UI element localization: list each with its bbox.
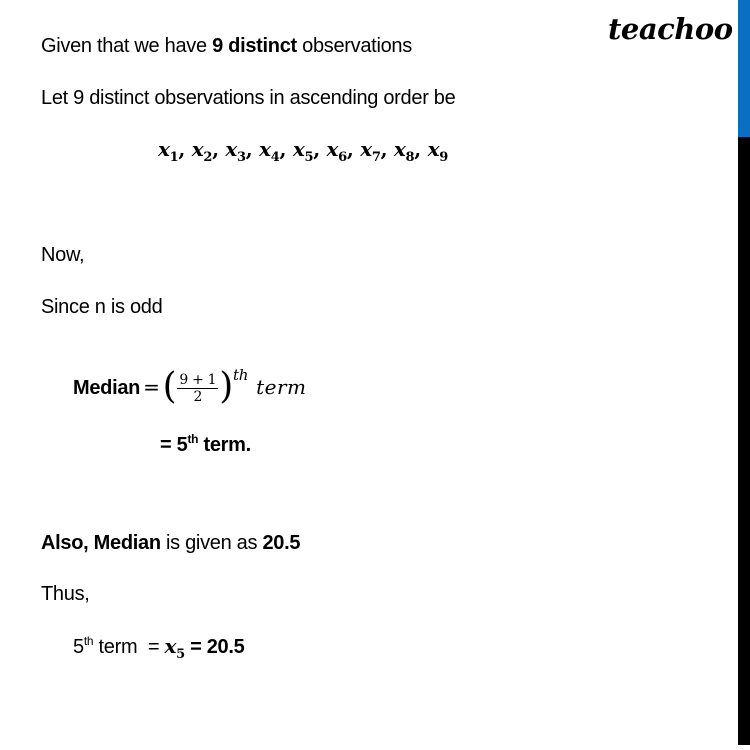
statement-n-odd: Since n is odd <box>41 296 163 318</box>
text-segment: term. <box>198 434 251 456</box>
teachoo-logo: teachoo <box>608 12 733 46</box>
separator: , <box>212 137 226 161</box>
text-segment: = <box>160 434 177 456</box>
variable-subscript: 8 <box>405 150 415 165</box>
emphasis-median: Also, Median <box>41 532 161 554</box>
variable-subscript: 5 <box>304 150 314 165</box>
sidebar-dark-bar <box>738 137 750 745</box>
variable-x: x <box>259 137 271 161</box>
observation-sequence <box>158 137 448 165</box>
ordinal-superscript: th <box>83 634 94 648</box>
variable-subscript: 3 <box>237 150 246 165</box>
separator: , <box>279 137 293 161</box>
separator: , <box>178 137 192 161</box>
variable-x: x <box>158 137 170 161</box>
variable-x: x <box>191 137 204 161</box>
variable-x: x <box>360 137 372 161</box>
text-segment: observations <box>296 35 412 57</box>
variable-x: x <box>326 137 339 161</box>
statement-given <box>41 34 412 58</box>
separator: , <box>380 137 394 161</box>
variable-subscript: 7 <box>371 150 381 165</box>
separator: , <box>313 137 327 161</box>
variable-x: x <box>393 137 406 161</box>
text-segment: is given as <box>160 532 263 554</box>
sidebar-accent-bar <box>738 0 750 137</box>
term-word: term <box>256 374 307 399</box>
statement-thus: Thus, <box>41 583 90 605</box>
variable-x: x <box>164 634 177 658</box>
variable-x: x <box>225 137 238 161</box>
emphasis-distinct: 9 distinct <box>212 35 297 57</box>
ordinal-superscript: th <box>187 432 199 446</box>
statement-now: Now, <box>41 244 85 266</box>
fraction-numerator: 9 + 1 <box>179 372 217 388</box>
ordinal-number: 5 <box>73 636 84 658</box>
variable-subscript: 4 <box>270 150 280 165</box>
conclusion <box>73 634 245 662</box>
fraction <box>177 372 218 405</box>
variable-subscript: 1 <box>169 150 179 165</box>
fraction-denominator: 2 <box>193 389 203 405</box>
equals-sign: = <box>143 374 160 399</box>
variable-subscript: 9 <box>439 150 448 165</box>
conclusion-value: = 20.5 <box>184 636 245 658</box>
variable-subscript: 6 <box>338 150 347 165</box>
ordinal-number: 5 <box>176 434 188 456</box>
statement-let: Let 9 distinct observations in ascending order be <box>41 87 456 109</box>
median-value: 20.5 <box>262 532 301 554</box>
separator: , <box>414 137 428 161</box>
variable-subscript: 2 <box>203 150 213 165</box>
paren-close: ) <box>219 365 234 407</box>
median-result <box>160 433 251 457</box>
separator: , <box>245 137 260 161</box>
variable-x: x <box>292 137 305 161</box>
text-segment: term = <box>93 636 165 658</box>
variable-x: x <box>427 137 440 161</box>
median-label: Median <box>73 376 141 399</box>
variable-subscript: 5 <box>176 647 185 662</box>
median-formula <box>73 365 307 407</box>
text-segment: Given that we have <box>41 35 213 57</box>
ordinal-superscript: th <box>233 365 249 384</box>
separator: , <box>346 137 361 161</box>
statement-median-given <box>41 531 300 555</box>
paren-open: ( <box>162 365 177 407</box>
